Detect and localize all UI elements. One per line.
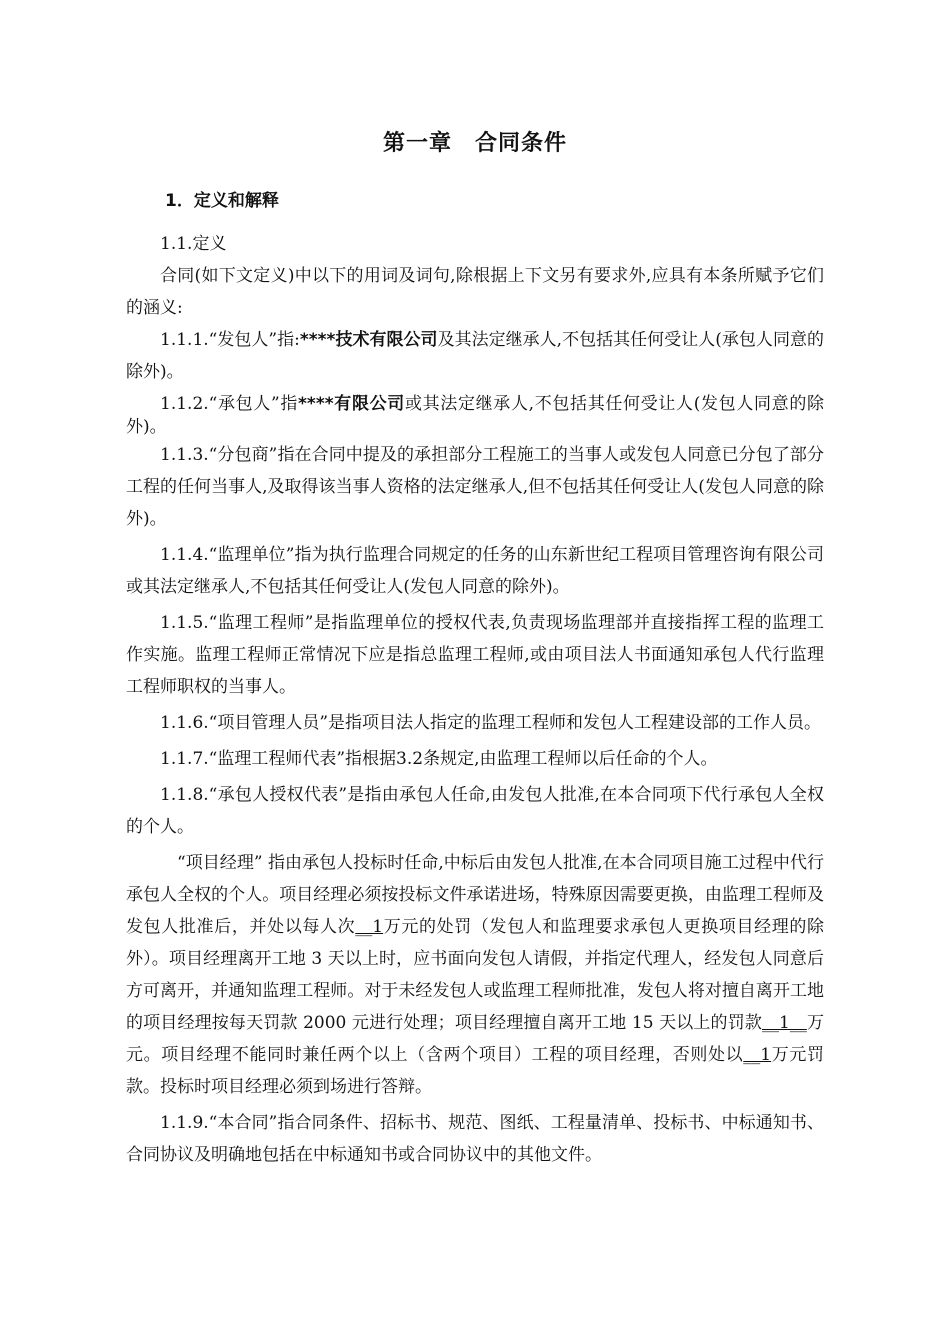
employer-company: ****技术有限公司: [299, 330, 438, 350]
clause-1-1-2: [126, 393, 824, 439]
clause-1-1-4: 1.1.4.“监理单位”指为执行监理合同规定的任务的山东新世纪工程项目管理咨询有限公司或其法定继承人,不包括其任何受让人(发包人同意的除外)。: [126, 545, 824, 597]
clause-1-1-2-prefix: 1.1.2.“承包人”指: [160, 394, 299, 414]
document-body: [126, 228, 824, 1171]
intro-paragraph: 合同(如下文定义)中以下的用词及词句,除根据上下文另有要求外,应具有本条所赋予它们的涵义:: [126, 266, 824, 318]
fine-blank-2: __1__: [762, 1013, 807, 1033]
project-manager-part1: “项目经理” 指由承包人投标时任命,中标后由发包人批准,在本合同项目施工过程中代行承包人全权的个人。项目经理必须按投标文件承诺进场，特殊原因需要更换，由监理工程师及发包人批准后，并处以每人次: [126, 853, 824, 937]
fine-blank-3: __1: [743, 1045, 772, 1065]
project-manager-paragraph: [126, 847, 824, 1103]
clause-1-1: 1.1.定义: [160, 234, 227, 254]
project-manager-part3: 万元。项目经理不能同时兼任两个以上（含两个项目）工程的项目经理，否则处以: [126, 1013, 824, 1065]
project-manager-part4: 万元罚款。投标时项目经理必须到场进行答辩。: [126, 1045, 825, 1097]
chapter-title: 第一章 合同条件: [382, 131, 567, 156]
clause-1-1-1-suffix: 及其法定继承人,不包括其任何受让人(承包人同意的除外)。: [126, 330, 824, 382]
section-heading: 1．定义和解释: [165, 191, 279, 211]
clause-1-1-3: 1.1.3.“分包商”指在合同中提及的承担部分工程施工的当事人或发包人同意已分包了部分工程的任何当事人,及取得该当事人资格的法定继承人,但不包括其任何受让人(发包人同意的除外)。: [126, 445, 824, 529]
clause-1-1-6: 1.1.6.“项目管理人员”是指项目法人指定的监理工程师和发包人工程建设部的工作人员。: [160, 713, 822, 733]
clause-1-1-7: 1.1.7.“监理工程师代表”指根据3.2条规定,由监理工程师以后任命的个人。: [160, 749, 718, 769]
clause-1-1-1-prefix: 1.1.1.“发包人”指:: [160, 330, 300, 350]
clause-1-1-1: [126, 324, 824, 388]
project-manager-part2: 万元的处罚（发包人和监理要求承包人更换项目经理的除外）。项目经理离开工地 3 天以上时，应书面向发包人请假，并指定代理人，经发包人同意后方可离开，并通知监理工程师。对于未经发包人或监理工程师批准，发包人将对擅自离开工地的项目经理按每天罚款 2000 元进行处理；项目经理擅自离开工地 15 天以上的罚款: [126, 917, 825, 1033]
clause-1-1-8: 1.1.8.“承包人授权代表”是指由承包人任命,由发包人批准,在本合同项下代行承包人全权的个人。: [126, 785, 824, 837]
contractor-company: ****有限公司: [298, 394, 405, 414]
clause-1-1-2-suffix: 或其法定继承人,不包括其任何受让人(发包人同意的除外)。: [126, 394, 824, 437]
fine-blank-1: __1: [355, 917, 384, 937]
clause-1-1-5: 1.1.5.“监理工程师”是指监理单位的授权代表,负责现场监理部并直接指挥工程的监理工作实施。监理工程师正常情况下应是指总监理工程师,或由项目法人书面通知承包人代行监理工程师职权的当事人。: [126, 613, 824, 697]
clause-1-1-9: 1.1.9.“本合同”指合同条件、招标书、规范、图纸、工程量清单、投标书、中标通知书、合同协议及明确地包括在中标通知书或合同协议中的其他文件。: [126, 1113, 824, 1165]
